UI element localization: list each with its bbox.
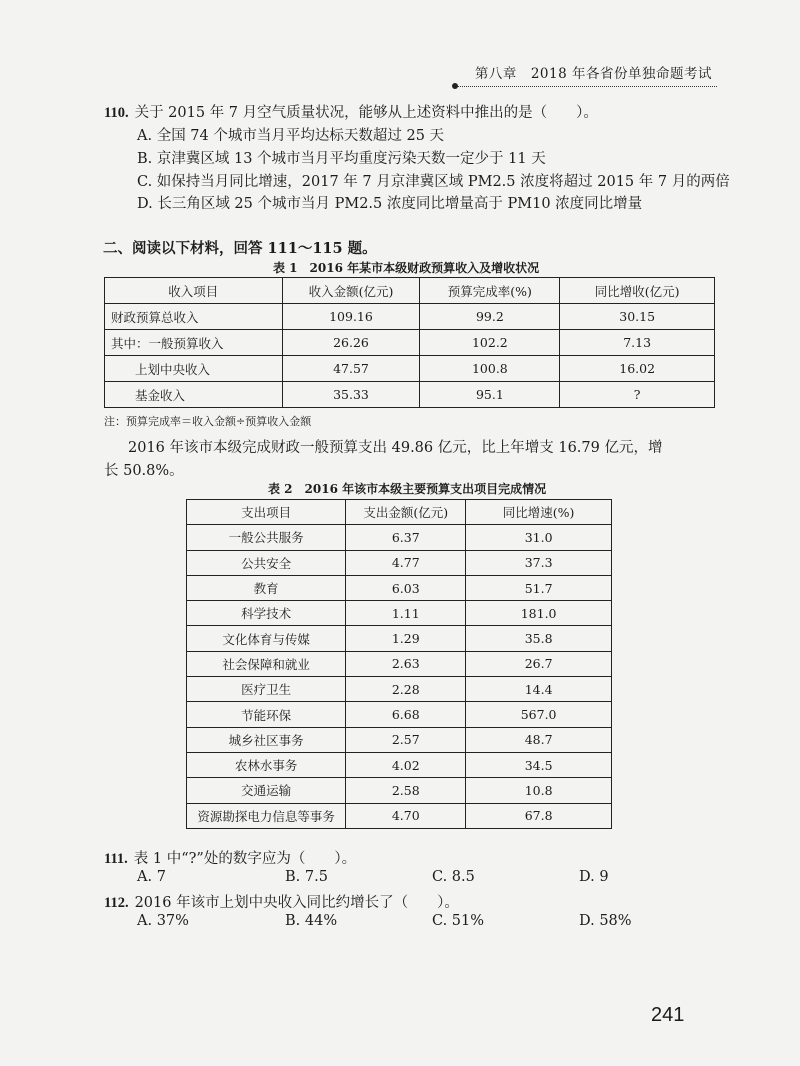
question-stem: 2016 年该市上划中央收入同比约增长了（ ）。 bbox=[134, 895, 459, 911]
table-cell: 2.58 bbox=[346, 778, 466, 803]
table-row bbox=[187, 677, 612, 702]
table-cell: 教育 bbox=[187, 575, 346, 600]
table-row bbox=[187, 626, 612, 651]
table-cell: 95.1 bbox=[420, 382, 560, 408]
table-cell: 6.37 bbox=[346, 525, 466, 550]
table-row bbox=[187, 803, 612, 828]
table-row bbox=[187, 575, 612, 600]
table-cell: 公共安全 bbox=[187, 550, 346, 575]
table-cell: 医疗卫生 bbox=[187, 677, 346, 702]
table-cell: 30.15 bbox=[560, 304, 715, 330]
table2-title: 表 2 2016 年该市本级主要预算支出项目完成情况 bbox=[268, 482, 547, 496]
table-cell: 35.33 bbox=[282, 382, 420, 408]
table-cell: 51.7 bbox=[466, 575, 612, 600]
table-cell: 基金收入 bbox=[105, 382, 283, 408]
table-cell: 16.02 bbox=[560, 356, 715, 382]
question-stem: 关于 2015 年 7 月空气质量状况，能够从上述资料中推出的是（ ）。 bbox=[134, 105, 598, 121]
table-cell: 科学技术 bbox=[187, 601, 346, 626]
table-cell: 社会保障和就业 bbox=[187, 651, 346, 676]
table-row bbox=[187, 702, 612, 727]
table-cell: 99.2 bbox=[420, 304, 560, 330]
table-header-cell: 收入项目 bbox=[105, 278, 283, 304]
question-number: 112. bbox=[104, 895, 129, 911]
q111-option-c: C. 8.5 bbox=[432, 869, 475, 885]
table-cell: 2.57 bbox=[346, 727, 466, 752]
table-cell: 6.68 bbox=[346, 702, 466, 727]
paragraph-line-2: 长 50.8%。 bbox=[104, 463, 184, 479]
table-cell: 34.5 bbox=[466, 752, 612, 777]
table-cell: 交通运输 bbox=[187, 778, 346, 803]
table-cell: 财政预算总收入 bbox=[105, 304, 283, 330]
table-header-cell: 预算完成率(%) bbox=[420, 278, 560, 304]
table-row bbox=[187, 752, 612, 777]
q112-option-b: B. 44% bbox=[285, 913, 338, 929]
table-header-cell: 同比增收(亿元) bbox=[560, 278, 715, 304]
table-cell: 47.57 bbox=[282, 356, 420, 382]
table-row bbox=[187, 550, 612, 575]
question-112 bbox=[104, 891, 459, 912]
table-row bbox=[105, 382, 715, 408]
table-cell: 26.26 bbox=[282, 330, 420, 356]
q110-option-d: D. 长三角区域 25 个城市当月 PM2.5 浓度同比增量高于 PM10 浓度同比增量 bbox=[137, 196, 643, 212]
table-cell: 567.0 bbox=[466, 702, 612, 727]
table-cell: 4.02 bbox=[346, 752, 466, 777]
question-110 bbox=[104, 101, 598, 122]
header-dotted-rule bbox=[455, 86, 717, 87]
table-row bbox=[105, 356, 715, 382]
table-row bbox=[187, 525, 612, 550]
table-header-cell: 支出金额(亿元) bbox=[346, 500, 466, 525]
table-cell: 4.70 bbox=[346, 803, 466, 828]
table-cell: 文化体育与传媒 bbox=[187, 626, 346, 651]
table2 bbox=[186, 499, 612, 829]
table-cell: 一般公共服务 bbox=[187, 525, 346, 550]
table-cell: 31.0 bbox=[466, 525, 612, 550]
q112-option-c: C. 51% bbox=[432, 913, 485, 929]
table-header-row bbox=[105, 278, 715, 304]
table-cell: 37.3 bbox=[466, 550, 612, 575]
table-header-cell: 收入金额(亿元) bbox=[282, 278, 420, 304]
section-title: 二、阅读以下材料，回答 111～115 题。 bbox=[103, 240, 377, 257]
table-cell: 67.8 bbox=[466, 803, 612, 828]
q112-option-d: D. 58% bbox=[579, 913, 632, 929]
table-header-cell: 支出项目 bbox=[187, 500, 346, 525]
table-header-row bbox=[187, 500, 612, 525]
table-cell: 1.11 bbox=[346, 601, 466, 626]
question-111 bbox=[104, 847, 356, 868]
table-cell: 109.16 bbox=[282, 304, 420, 330]
table-cell: 其中：一般预算收入 bbox=[105, 330, 283, 356]
table-header-cell: 同比增速(%) bbox=[466, 500, 612, 525]
q112-option-a: A. 37% bbox=[137, 913, 189, 929]
table-cell: 1.29 bbox=[346, 626, 466, 651]
table-cell: 102.2 bbox=[420, 330, 560, 356]
table-cell: 6.03 bbox=[346, 575, 466, 600]
table-cell: 城乡社区事务 bbox=[187, 727, 346, 752]
table-cell: 181.0 bbox=[466, 601, 612, 626]
table1-title: 表 1 2016 年某市本级财政预算收入及增收状况 bbox=[273, 261, 540, 275]
table-cell: 10.8 bbox=[466, 778, 612, 803]
question-stem: 表 1 中“?”处的数字应为（ ）。 bbox=[133, 851, 357, 867]
page-number: 241 bbox=[651, 1004, 685, 1026]
table-cell: 上划中央收入 bbox=[105, 356, 283, 382]
running-header: 第八章 2018 年各省份单独命题考试 bbox=[474, 66, 712, 82]
table-row bbox=[105, 330, 715, 356]
table-cell: ? bbox=[560, 382, 715, 408]
q110-option-c: C. 如保持当月同比增速，2017 年 7 月京津冀区域 PM2.5 浓度将超过 2015 年 7 月的两倍 bbox=[137, 174, 730, 190]
table-cell: 7.13 bbox=[560, 330, 715, 356]
table-row bbox=[187, 727, 612, 752]
table-cell: 2.63 bbox=[346, 651, 466, 676]
table-row bbox=[105, 304, 715, 330]
table-row bbox=[187, 778, 612, 803]
paragraph-line-1: 2016 年该市本级完成财政一般预算支出 49.86 亿元，比上年增支 16.79 亿元，增 bbox=[128, 440, 663, 456]
table-cell: 2.28 bbox=[346, 677, 466, 702]
table1 bbox=[104, 277, 715, 408]
table-cell: 农林水事务 bbox=[187, 752, 346, 777]
table-cell: 14.4 bbox=[466, 677, 612, 702]
table-row bbox=[187, 651, 612, 676]
q111-option-a: A. 7 bbox=[137, 869, 166, 885]
question-number: 111. bbox=[104, 851, 128, 867]
table1-note: 注：预算完成率＝收入金额÷预算收入金额 bbox=[104, 415, 312, 428]
table-cell: 35.8 bbox=[466, 626, 612, 651]
table-row bbox=[187, 601, 612, 626]
q110-option-a: A. 全国 74 个城市当月平均达标天数超过 25 天 bbox=[137, 128, 445, 144]
table-cell: 节能环保 bbox=[187, 702, 346, 727]
question-number: 110. bbox=[104, 105, 129, 121]
table-cell: 48.7 bbox=[466, 727, 612, 752]
q110-option-b: B. 京津冀区域 13 个城市当月平均重度污染天数一定少于 11 天 bbox=[137, 151, 546, 167]
q111-option-d: D. 9 bbox=[579, 869, 609, 885]
table-cell: 资源勘探电力信息等事务 bbox=[187, 803, 346, 828]
q111-option-b: B. 7.5 bbox=[285, 869, 328, 885]
table-cell: 100.8 bbox=[420, 356, 560, 382]
table-cell: 4.77 bbox=[346, 550, 466, 575]
table-cell: 26.7 bbox=[466, 651, 612, 676]
